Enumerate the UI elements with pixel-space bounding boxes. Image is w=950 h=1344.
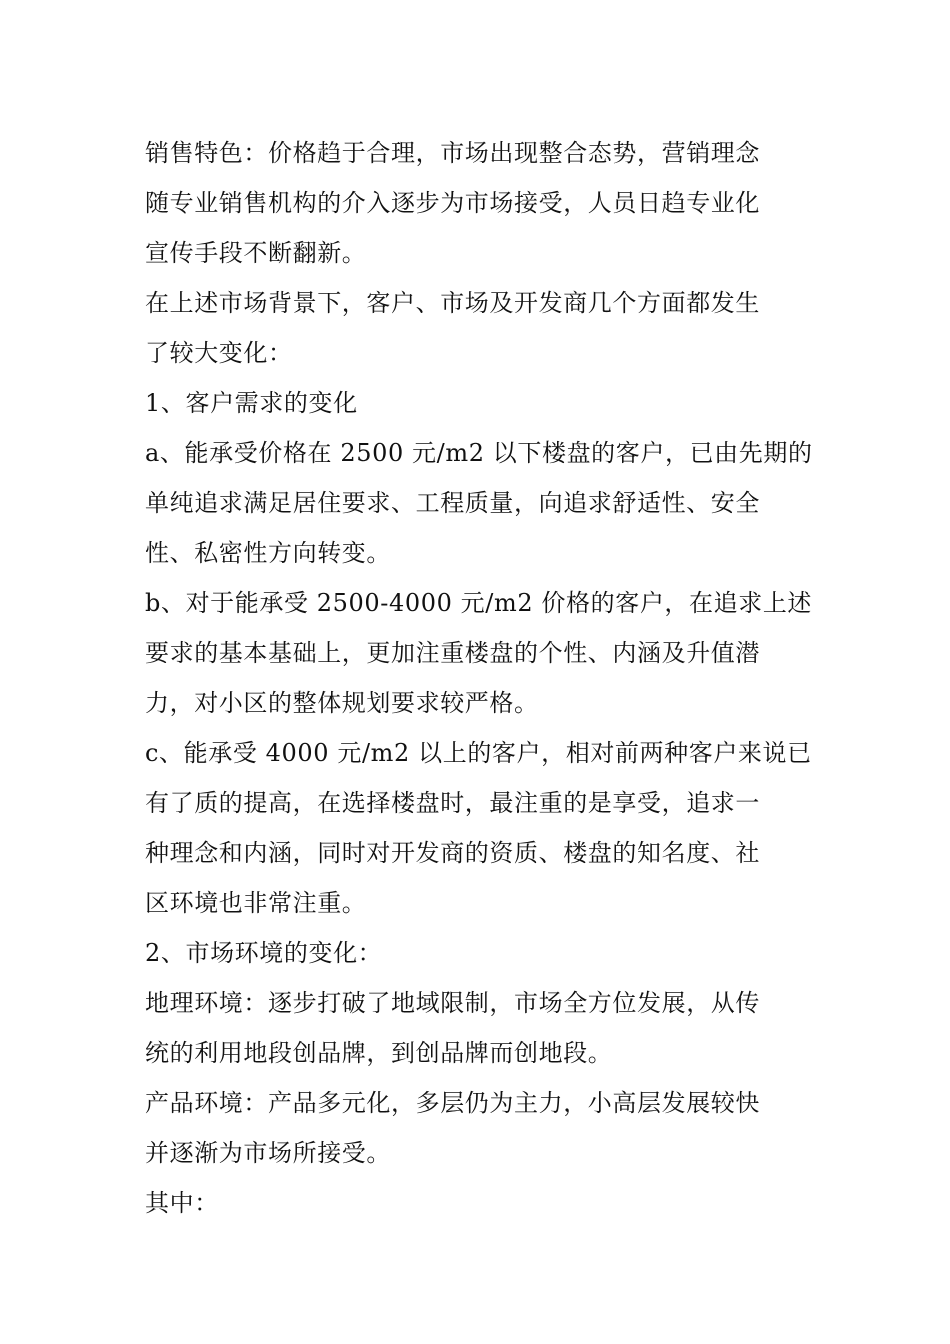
text-line: 有了质的提高，在选择楼盘时，最注重的是享受，追求一: [145, 789, 760, 817]
section-heading: 2、市场环境的变化：: [145, 939, 383, 967]
text-line: 单纯追求满足居住要求、工程质量，向追求舒适性、安全: [145, 489, 760, 517]
text-line: b、对于能承受 2500-4000 元/m2 价格的客户，在追求上述: [145, 589, 813, 617]
text-line: 随专业销售机构的介入逐步为市场接受，人员日趋专业化: [145, 189, 760, 217]
text-line: a、能承受价格在 2500 元/m2 以下楼盘的客户，已由先期的: [145, 439, 813, 467]
text-line: 区环境也非常注重。: [145, 889, 367, 917]
text-line: 力，对小区的整体规划要求较严格。: [145, 689, 539, 717]
text-line: 并逐渐为市场所接受。: [145, 1139, 391, 1167]
text-line: 要求的基本基础上，更加注重楼盘的个性、内涵及升值潜: [145, 639, 760, 667]
text-line: 统的利用地段创品牌，到创品牌而创地段。: [145, 1039, 613, 1067]
document-body: [145, 128, 813, 1228]
text-line: 在上述市场背景下，客户、市场及开发商几个方面都发生: [145, 289, 760, 317]
text-line: 地理环境：逐步打破了地域限制，市场全方位发展，从传: [145, 989, 760, 1017]
text-line: 其中：: [145, 1189, 219, 1217]
text-line: c、能承受 4000 元/m2 以上的客户，相对前两种客户来说已: [145, 739, 812, 767]
text-line: 种理念和内涵，同时对开发商的资质、楼盘的知名度、社: [145, 839, 760, 867]
text-line: 性、私密性方向转变。: [145, 539, 391, 567]
text-line: 了较大变化：: [145, 339, 293, 367]
text-line: 产品环境：产品多元化，多层仍为主力，小高层发展较快: [145, 1089, 760, 1117]
text-line: 宣传手段不断翻新。: [145, 239, 367, 267]
section-heading: 1、客户需求的变化: [145, 389, 358, 417]
text-line: 销售特色：价格趋于合理，市场出现整合态势，营销理念: [145, 139, 760, 167]
